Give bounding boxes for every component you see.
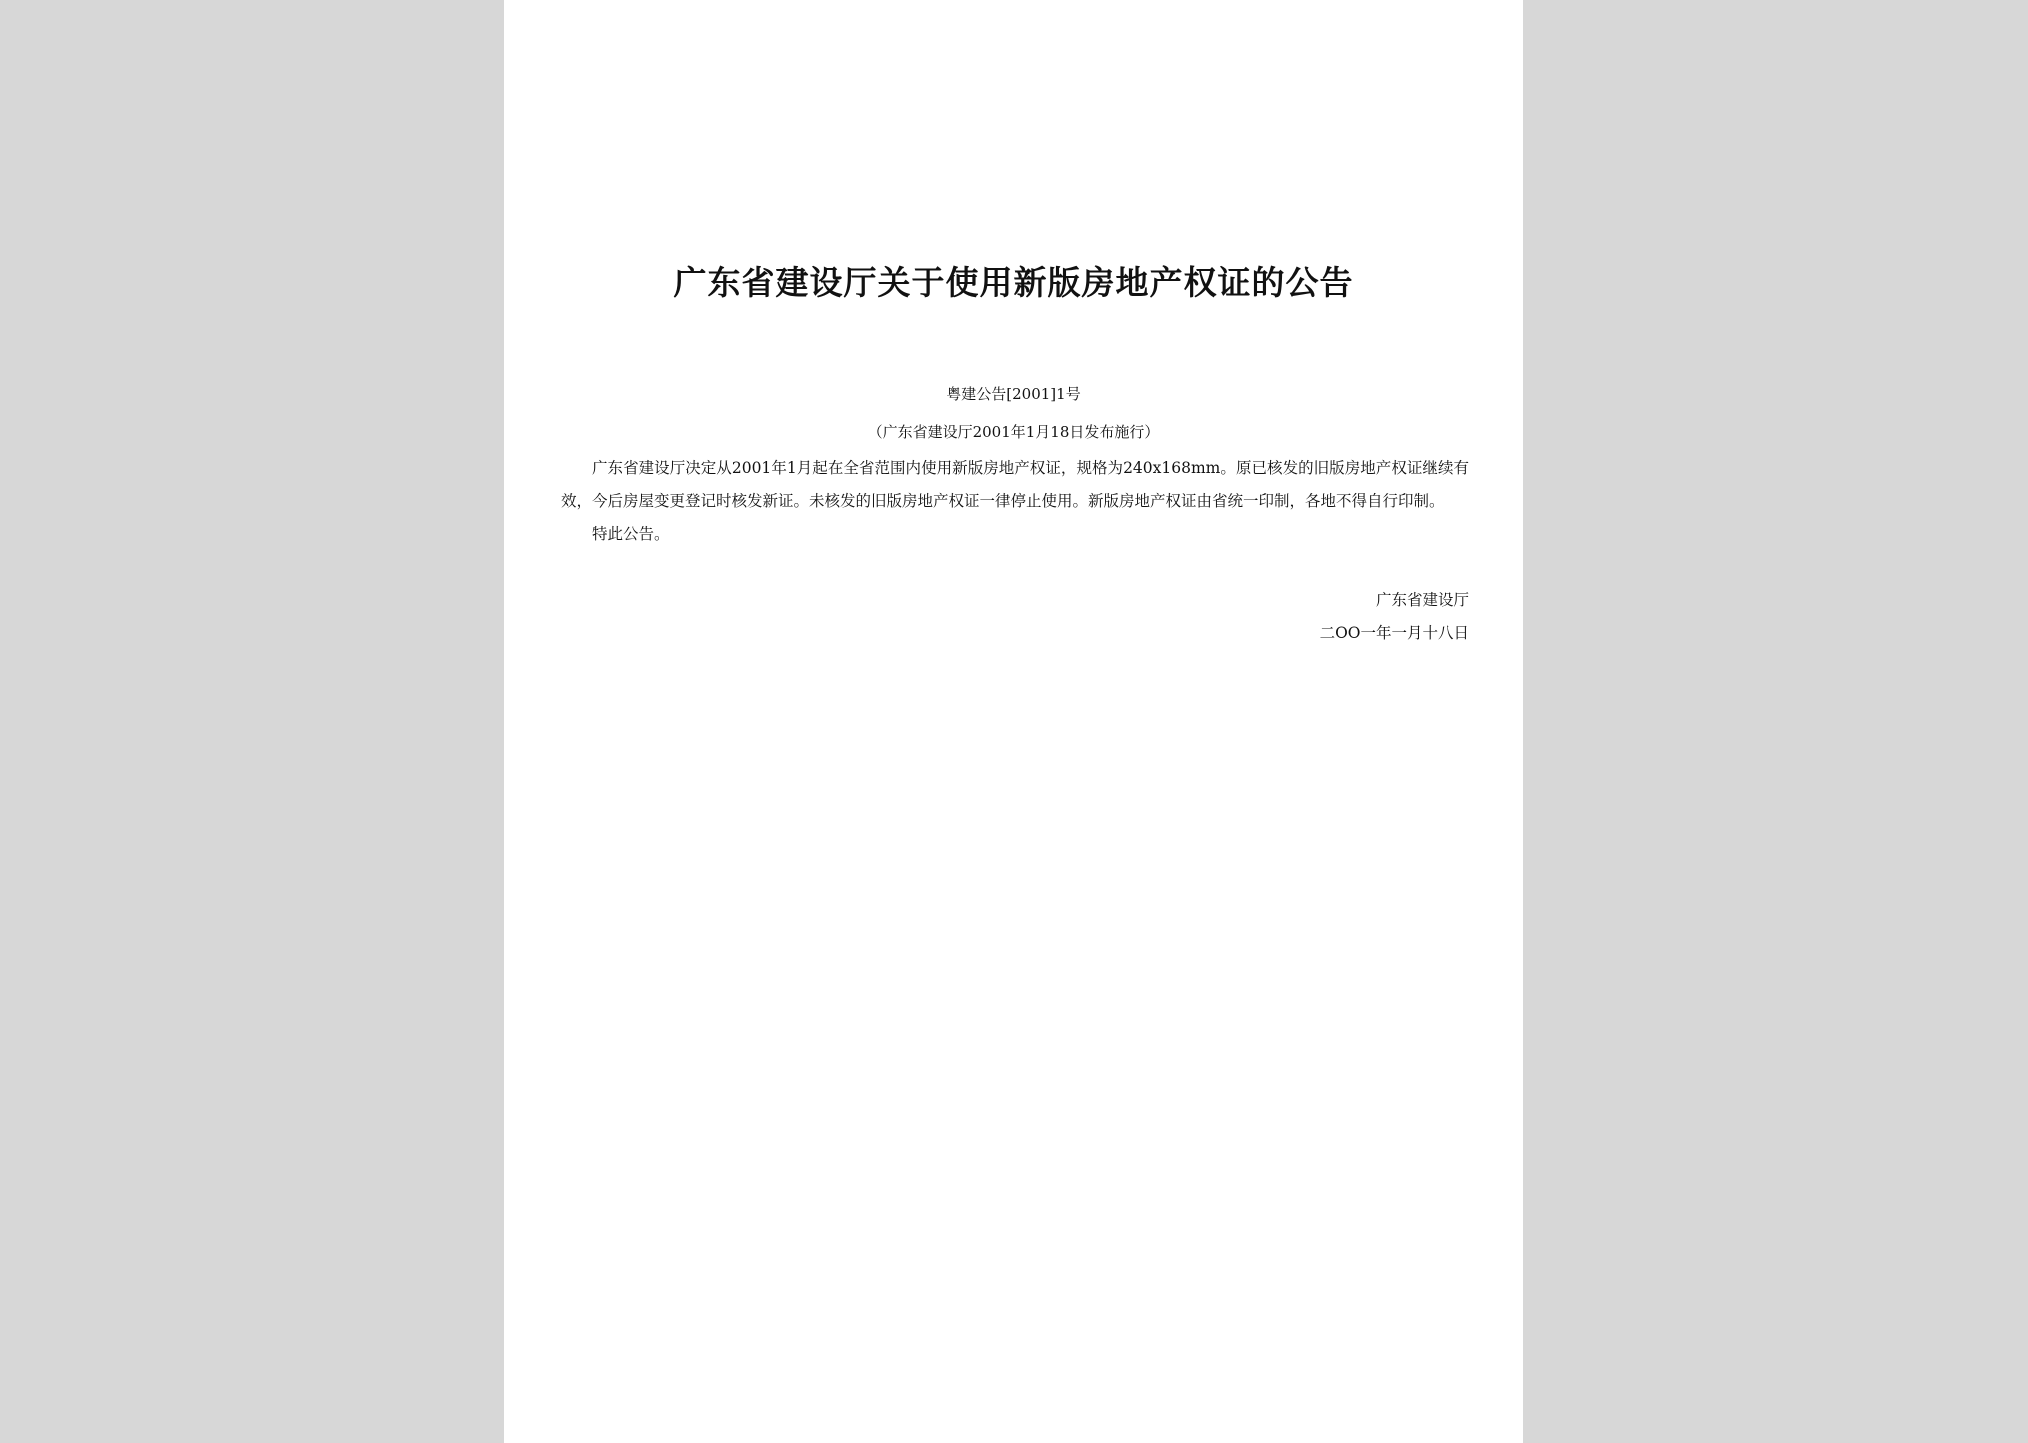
issue-note: （广东省建设厅2001年1月18日发布施行）: [867, 423, 1160, 441]
body-paragraph: 广东省建设厅决定从2001年1月起在全省范围内使用新版房地产权证，规格为240x168mm。原已核发的旧版房地产权证继续有效，今后房屋变更登记时核发新证。未核发的旧版房地产权证一律停止使用。新版房地产权证由省统一印制，各地不得自行印制。: [561, 459, 1469, 510]
closing-paragraph: 特此公告。: [592, 525, 670, 543]
document-page: [504, 0, 1523, 1443]
issue-date: 二OO一年一月十八日: [1319, 624, 1469, 642]
signature-block: [1104, 584, 1469, 650]
document-body: [561, 452, 1469, 551]
document-title: 广东省建设厅关于使用新版房地产权证的公告: [673, 263, 1354, 302]
document-number: 粤建公告[2001]1号: [946, 385, 1081, 403]
issuer-name: 广东省建设厅: [1375, 591, 1469, 609]
